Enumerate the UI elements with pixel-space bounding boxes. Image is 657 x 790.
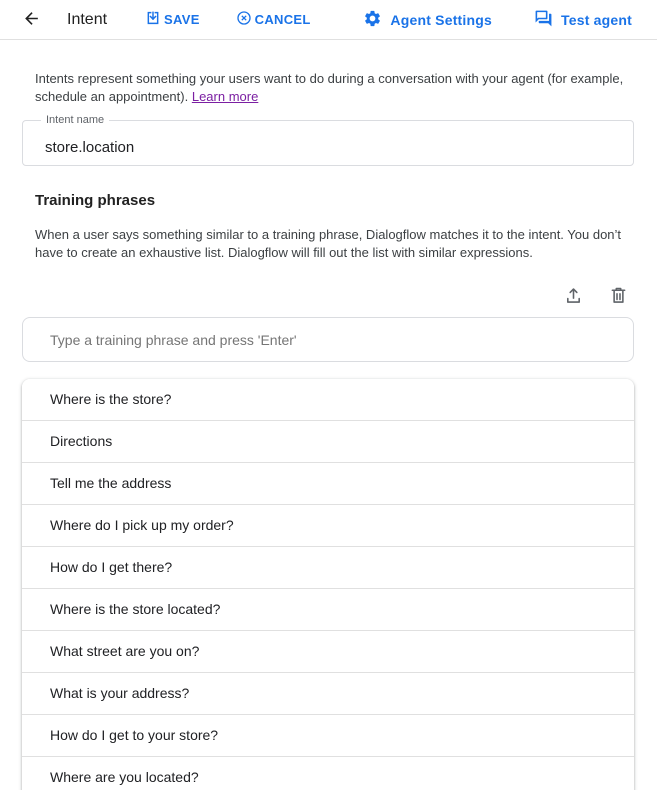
training-phrase-text: Where is the store located? — [50, 601, 221, 617]
training-phrase-row[interactable] — [22, 420, 634, 462]
cancel-button[interactable] — [236, 10, 311, 29]
main-content — [0, 70, 657, 790]
trash-icon — [608, 285, 629, 309]
training-phrase-text: Where are you located? — [50, 769, 199, 785]
training-phrase-row[interactable] — [22, 462, 634, 504]
save-button[interactable] — [145, 10, 200, 29]
training-phrase-input[interactable] — [22, 317, 634, 362]
topbar — [0, 0, 657, 40]
training-phrase-row[interactable] — [22, 630, 634, 672]
page-title: Intent — [67, 10, 108, 28]
training-phrase-row[interactable] — [22, 588, 634, 630]
learn-more-link[interactable]: Learn more — [191, 89, 259, 104]
training-phrase-text: How do I get there? — [50, 559, 173, 575]
phrase-toolbar — [22, 285, 634, 309]
save-button-label: SAVE — [164, 12, 200, 27]
back-button[interactable] — [20, 7, 43, 33]
delete-phrases-button[interactable] — [608, 285, 629, 309]
chat-forum-icon — [534, 9, 553, 31]
intent-description-text: Intents represent something your users want to do during a conversation with your agent (for example, schedule an appointment). — [35, 71, 624, 104]
arrow-back-icon — [22, 9, 41, 31]
agent-settings-label: Agent Settings — [390, 11, 493, 28]
training-phrase-row[interactable] — [22, 546, 634, 588]
gear-icon — [363, 9, 382, 31]
training-phrases-list — [22, 379, 634, 790]
training-phrase-row[interactable] — [22, 379, 634, 420]
training-phrase-row[interactable] — [22, 672, 634, 714]
cancel-circle-icon — [236, 10, 252, 29]
cancel-button-label: CANCEL — [254, 12, 311, 27]
intent-description — [35, 70, 634, 106]
intent-name-field[interactable] — [22, 114, 634, 166]
training-phrase-text: What street are you on? — [50, 643, 200, 659]
topbar-right-group — [363, 9, 632, 31]
save-icon — [145, 10, 161, 29]
training-phrase-text: Where do I pick up my order? — [50, 517, 234, 533]
training-phrase-text: Tell me the address — [50, 475, 172, 491]
intent-name-label: Intent name — [41, 114, 109, 126]
test-agent-button[interactable] — [534, 9, 632, 31]
intent-name-input[interactable] — [23, 121, 633, 165]
upload-icon — [563, 285, 584, 309]
agent-settings-button[interactable] — [363, 9, 492, 31]
training-phrase-row[interactable] — [22, 504, 634, 546]
training-phrase-text: What is your address? — [50, 685, 190, 701]
training-phrase-text: How do I get to your store? — [50, 727, 219, 743]
training-phrases-heading: Training phrases — [35, 192, 156, 209]
training-phrases-description: When a user says something similar to a training phrase, Dialogflow matches it to the intent. You don’t have to create an exhaustive list. Dialogflow will fill out the list with similar expressions. — [35, 227, 622, 260]
training-phrase-row[interactable] — [22, 756, 634, 790]
training-phrase-text: Where is the store? — [50, 391, 172, 407]
training-phrase-text: Directions — [50, 433, 113, 449]
test-agent-label: Test agent — [561, 11, 632, 28]
upload-phrases-button[interactable] — [563, 285, 584, 309]
training-phrase-row[interactable] — [22, 714, 634, 756]
